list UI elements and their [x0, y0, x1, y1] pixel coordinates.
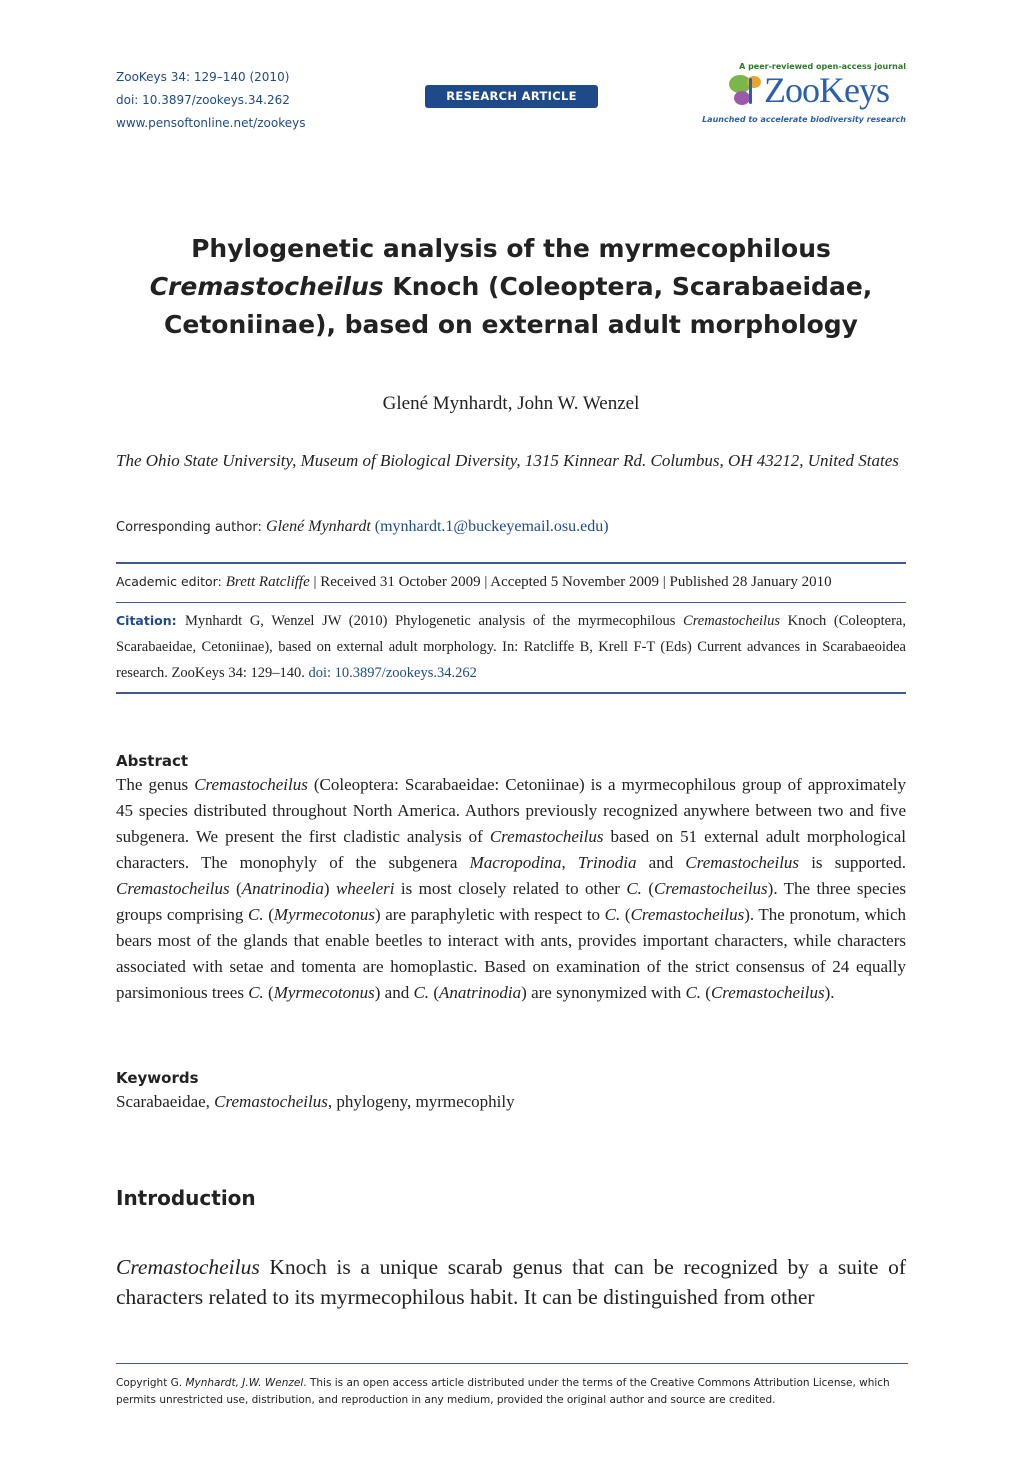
- abstract-taxon: Myrmecotonus: [273, 983, 375, 1002]
- logo-subtitle: A peer-reviewed open-access journal: [739, 62, 906, 71]
- intro-genus: Cremastocheilus: [116, 1255, 260, 1279]
- citation-label: Citation:: [116, 613, 185, 628]
- journal-url-link[interactable]: www.pensoftonline.net/zookeys: [116, 116, 306, 130]
- title-line-3: Cetoniinae), based on external adult morphology: [164, 310, 858, 339]
- logo-tagline: Launched to accelerate biodiversity research: [702, 115, 906, 124]
- editorial-metadata: [116, 574, 906, 591]
- corresponding-label: Corresponding author:: [116, 520, 267, 535]
- journal-citation-line: ZooKeys 34: 129–140 (2010): [116, 70, 290, 84]
- citation-text-2: Knoch (Coleoptera, Scarabaeidae, Cetoniinae), based on external adult morphology. In: Ratcliffe B, Krell F-T (Eds) Current advances in Scarabaeoidea research. ZooKeys 34: 129–140.: [116, 613, 906, 681]
- footer-divider: [116, 1363, 908, 1364]
- abstract-segment: and: [636, 853, 686, 872]
- affiliation: The Ohio State University, Museum of Biological Diversity, 1315 Kinnear Rd. Columbus, OH 43212, United States: [116, 451, 899, 470]
- abstract-segment: based on 51 external adult morphological characters. The monophyly of the subgenera: [116, 827, 906, 872]
- divider: [116, 692, 906, 694]
- introduction-heading: Introduction: [116, 1186, 256, 1210]
- corresponding-name: Glené Mynhardt: [266, 518, 371, 535]
- abstract-text: [116, 772, 906, 1006]
- abstract-taxon: Cremastocheilus: [116, 879, 230, 898]
- abstract-taxon: Cremastocheilus: [685, 853, 800, 872]
- keywords-heading: Keywords: [116, 1069, 199, 1087]
- citation-doi-link[interactable]: doi: 10.3897/zookeys.34.262: [308, 665, 477, 681]
- abstract-taxon: Cremastocheilus: [489, 827, 604, 846]
- abstract-taxon: C.: [248, 983, 264, 1002]
- footer-authors: Mynhardt, J.W. Wenzel: [185, 1377, 304, 1389]
- keyword-text-1: Scarabaeidae,: [116, 1092, 215, 1111]
- doi-line[interactable]: doi: 10.3897/zookeys.34.262: [116, 93, 290, 107]
- abstract-segment: (: [263, 905, 274, 924]
- abstract-segment: (: [229, 879, 242, 898]
- keyword-genus: Cremastocheilus: [214, 1092, 328, 1111]
- intro-body: Knoch is a unique scarab genus that can be recognized by a suite of characters related to its myrmecophilous habit. It can be distinguished from other: [116, 1255, 906, 1309]
- journal-info: [116, 66, 305, 135]
- title-genus: Cremastocheilus: [149, 272, 384, 301]
- abstract-taxon: C.: [626, 879, 642, 898]
- editor-label: Academic editor:: [116, 574, 226, 589]
- divider: [116, 562, 906, 564]
- abstract-taxon: Cremastocheilus: [654, 879, 768, 898]
- abstract-segment: (Coleoptera: Scarabaeidae: Cetoniinae) is a myrmecophilous group of approximately 45 species distributed throughout North America. Authors previously recognized anywhere between two and five subgenera. We present the first cladistic analysis of: [116, 775, 907, 846]
- keyword-text-2: , phylogeny, myrmecophily: [327, 1092, 515, 1111]
- abstract-taxon: Trinodia: [577, 853, 637, 872]
- zookeys-logo[interactable]: [702, 62, 908, 128]
- title-line-1: Phylogenetic analysis of the myrmecophilous: [191, 234, 831, 263]
- abstract-segment: The genus: [116, 775, 195, 794]
- corresponding-email-link[interactable]: (mynhardt.1@buckeyemail.osu.edu): [374, 518, 609, 535]
- abstract-segment: ). The pronotum, which bears most of the glands that enable beetles to interact with ants, provides important characters, while characters associated with setae and tomenta are homoplastic. Based on examination of the strict consensus of 24 equally parsimonious trees: [116, 905, 907, 1002]
- abstract-taxon: wheeleri: [335, 879, 395, 898]
- editor-name: Brett Ratcliffe: [225, 574, 310, 590]
- abstract-segment: ).: [824, 983, 835, 1002]
- title-line-2-rest: Knoch (Coleoptera, Scarabaeidae,: [383, 272, 873, 301]
- keywords-list: [116, 1092, 906, 1112]
- abstract-segment: (: [701, 983, 711, 1002]
- research-article-badge: RESEARCH ARTICLE: [425, 85, 598, 108]
- abstract-taxon: Cremastocheilus: [194, 775, 308, 794]
- abstract-segment: ) and: [374, 983, 414, 1002]
- footer-text-2: . This is an open access article distributed under the terms of the Creative Commons Attribution License, which permits unrestricted use, distribution, and reproduction in any medium, provided the original author and source are credited.: [116, 1377, 890, 1406]
- abstract-taxon: C.: [248, 905, 264, 924]
- footer-text-1: Copyright G.: [116, 1377, 186, 1389]
- divider: [116, 602, 906, 603]
- abstract-taxon: Cremastocheilus: [710, 983, 825, 1002]
- abstract-taxon: Anatrinodia: [241, 879, 324, 898]
- citation-block: [116, 608, 906, 686]
- abstract-segment: ,: [561, 853, 578, 872]
- abstract-segment: ): [323, 879, 336, 898]
- article-title: [116, 230, 906, 344]
- citation-text-1: Mynhardt G, Wenzel JW (2010) Phylogenetic analysis of the myrmecophilous: [185, 613, 684, 629]
- introduction-text: [116, 1252, 906, 1312]
- abstract-segment: (: [263, 983, 274, 1002]
- abstract-segment: (: [429, 983, 439, 1002]
- abstract-heading: Abstract: [116, 752, 189, 770]
- abstract-taxon: Anatrinodia: [438, 983, 522, 1002]
- logo-wordmark: ZooKeys: [764, 70, 889, 110]
- abstract-taxon: Myrmecotonus: [273, 905, 375, 924]
- abstract-segment: (: [620, 905, 631, 924]
- abstract-segment: is supported.: [799, 853, 907, 872]
- abstract-segment: (: [641, 879, 655, 898]
- citation-genus: Cremastocheilus: [683, 613, 780, 629]
- corresponding-author: [116, 518, 906, 536]
- abstract-segment: ) are paraphyletic with respect to: [374, 905, 605, 924]
- copyright-footer: [116, 1375, 911, 1409]
- abstract-taxon: C.: [685, 983, 702, 1002]
- abstract-taxon: Cremastocheilus: [630, 905, 745, 924]
- abstract-taxon: Macropodina: [469, 853, 562, 872]
- abstract-segment: is most closely related to other: [394, 879, 627, 898]
- abstract-taxon: C.: [413, 983, 430, 1002]
- abstract-segment: ). The three species groups comprising: [116, 879, 906, 924]
- author-list: Glené Mynhardt, John W. Wenzel: [382, 393, 640, 414]
- dates: | Received 31 October 2009 | Accepted 5 November 2009 | Published 28 January 2010: [309, 574, 832, 590]
- abstract-taxon: C.: [604, 905, 621, 924]
- title-line-2: [116, 268, 906, 306]
- abstract-segment: ) are synonymized with: [521, 983, 686, 1002]
